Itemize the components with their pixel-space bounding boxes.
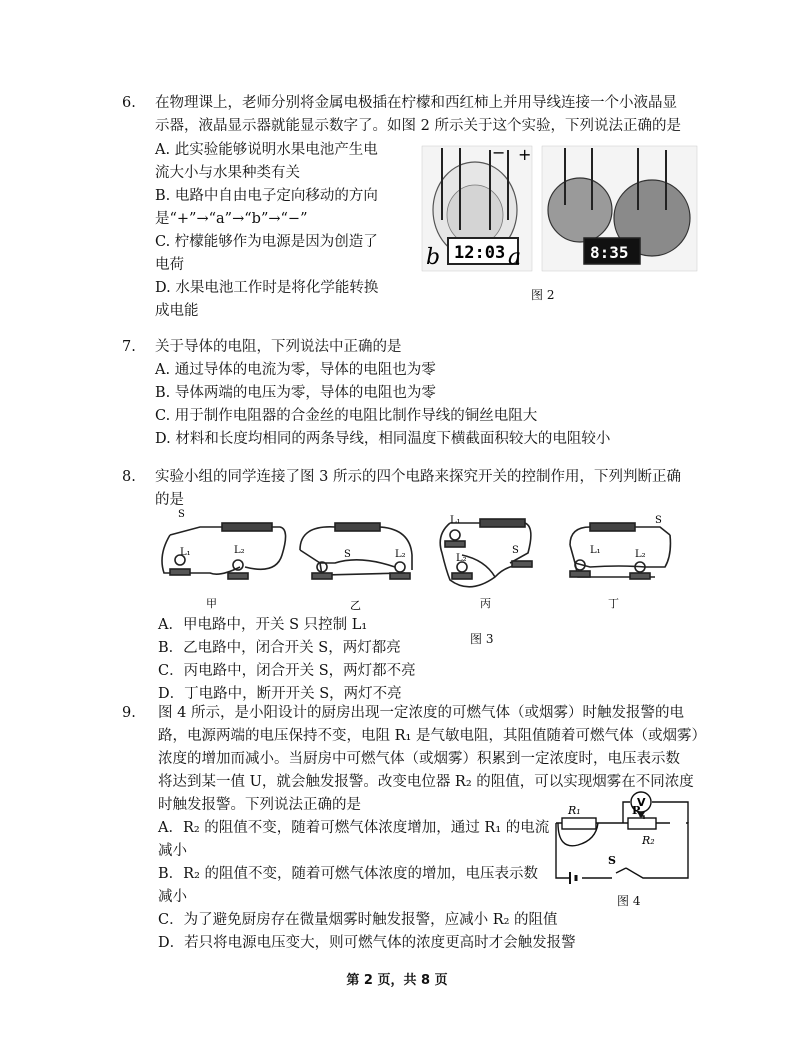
- q6-option-b-2: 是“+”→“a”→“b”→“−”: [155, 211, 308, 227]
- q8-stem-line-1: 实验小组的同学连接了图 3 所示的四个电路来探究开关的控制作用，下列判断正确: [155, 469, 681, 485]
- jia-l2-label: L₂: [234, 545, 245, 556]
- q6-option-c-1: C. 柠檬能够作为电源是因为创造了: [155, 234, 378, 250]
- q7-option-d: D. 材料和长度均相同的两条导线，相同温度下横截面积较大的电阻较小: [155, 431, 611, 447]
- figure-3-four-circuits: [150, 505, 680, 615]
- label-jia: 甲: [206, 597, 217, 610]
- figure-2-fruit-battery: [420, 140, 700, 275]
- r1-resistor: [562, 818, 596, 829]
- minus-sign: −: [492, 143, 506, 162]
- q8-option-b: B．乙电路中，闭合开关 S，两灯都亮: [158, 640, 401, 656]
- q6-stem-line-1: 在物理课上，老师分别将金属电极插在柠檬和西红柿上并用导线连接一个小液晶显: [155, 95, 677, 111]
- q6-option-d-1: D. 水果电池工作时是将化学能转换: [155, 280, 379, 296]
- circuit-ding: [570, 523, 670, 579]
- q9-stem-line-3: 浓度的增加而减小。当厨房中可燃气体（或烟雾）积累到一定浓度时，电压表示数: [158, 751, 680, 767]
- q9-option-a-2: 减小: [158, 843, 187, 859]
- q6-option-c-2: 电荷: [155, 257, 184, 273]
- q7-option-c: C. 用于制作电阻器的合金丝的电阻比制作导线的铜丝电阻大: [155, 408, 538, 424]
- q9-stem-line-4: 将达到某一值 U，就会触发报警。改变电位器 R₂ 的阻值，可以实现烟雾在不同浓度: [158, 774, 694, 790]
- bing-l1-label: L₁: [450, 515, 461, 526]
- r2-label: R₂: [642, 834, 655, 847]
- q8-option-d: D．丁电路中，断开开关 S，两灯不亮: [158, 686, 402, 702]
- label-ding: 丁: [608, 597, 619, 610]
- q6-stem-line-2: 示器，液晶显示器就能显示数字了。如图 2 所示关于这个实验，下列说法正确的是: [155, 118, 681, 134]
- q8-stem-line-2: 的是: [155, 492, 184, 508]
- r1-label: R₁: [568, 804, 581, 817]
- lcd-display-right: 8:35: [590, 243, 629, 262]
- ding-l1-label: L₁: [590, 545, 601, 556]
- q7-option-a: A. 通过导体的电流为零，导体的电阻也为零: [155, 362, 436, 378]
- jia-switch-label: S: [178, 509, 185, 520]
- q9-stem-line-5: 时触发报警。下列说法正确的是: [158, 797, 361, 813]
- yi-l2-label: L₂: [395, 549, 406, 560]
- q6-option-d-2: 成电能: [155, 303, 199, 319]
- label-b: b: [426, 245, 441, 270]
- voltmeter-label: V: [637, 796, 646, 809]
- q7-number: 7.: [122, 339, 136, 355]
- q6-option-a-2: 流大小与水果种类有关: [155, 165, 300, 181]
- label-a: a: [508, 245, 522, 270]
- q9-option-c: C．为了避免厨房存在微量烟雾时触发报警，应减小 R₂ 的阻值: [158, 912, 558, 928]
- q6-option-b-1: B. 电路中自由电子定向移动的方向: [155, 188, 378, 204]
- lcd-display-left: 12:03: [454, 243, 506, 263]
- bing-switch-label: S: [512, 545, 519, 556]
- bing-l2-label: L₂: [456, 553, 467, 564]
- label-yi: 乙: [350, 599, 361, 612]
- q9-number: 9.: [122, 705, 136, 721]
- ding-switch-label: S: [655, 515, 662, 526]
- q9-stem-line-1: 图 4 所示，是小阳设计的厨房出现一定浓度的可燃气体（或烟雾）时触发报警的电: [158, 705, 684, 721]
- jia-l1-label: L₁: [180, 547, 191, 558]
- page-footer: 第 2 页，共 8 页: [346, 973, 448, 988]
- figure-2-caption: 图 2: [531, 288, 555, 302]
- r2-potentiometer: [628, 818, 656, 829]
- q6-option-a-1: A. 此实验能够说明水果电池产生电: [155, 142, 378, 158]
- q8-option-a: A．甲电路中，开关 S 只控制 L₁: [158, 617, 368, 633]
- plus-sign: +: [518, 145, 532, 164]
- q8-number: 8.: [122, 469, 136, 485]
- switch-label: S: [608, 854, 616, 867]
- figure-4-alarm-circuit: [548, 790, 694, 902]
- label-bing: 丙: [480, 597, 491, 610]
- figure-3-caption: 图 3: [470, 632, 494, 646]
- figure-4-caption: 图 4: [617, 894, 641, 908]
- q6-number: 6.: [122, 95, 136, 111]
- slider-p-label: P: [632, 804, 641, 817]
- q8-option-c: C．丙电路中，闭合开关 S，两灯都不亮: [158, 663, 416, 679]
- q9-option-b-2: 减小: [158, 889, 187, 905]
- q9-option-d: D．若只将电源电压变大，则可燃气体的浓度更高时才会触发报警: [158, 935, 576, 951]
- q7-stem: 关于导体的电阻，下列说法中正确的是: [155, 339, 402, 355]
- ding-l2-label: L₂: [635, 549, 646, 560]
- yi-switch-label: S: [344, 549, 351, 560]
- q9-stem-line-2: 路，电源两端的电压保持不变，电阻 R₁ 是气敏电阻，其阻值随着可燃气体（或烟雾）: [158, 728, 706, 744]
- q9-option-a-1: A．R₂ 的阻值不变，随着可燃气体浓度增加，通过 R₁ 的电流: [158, 820, 550, 836]
- q9-option-b-1: B．R₂ 的阻值不变，随着可燃气体浓度的增加，电压表示数: [158, 866, 538, 882]
- q7-option-b: B. 导体两端的电压为零，导体的电阻也为零: [155, 385, 436, 401]
